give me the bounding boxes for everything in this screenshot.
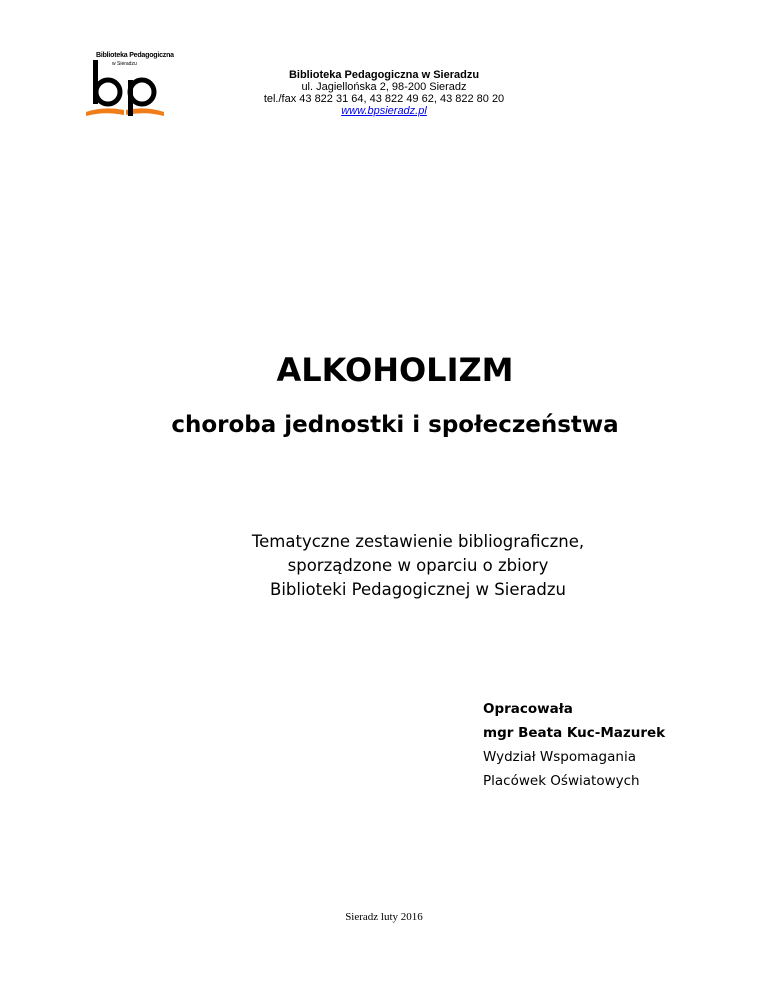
description-line-2: sporządzone w oparciu o zbiory [287,556,549,575]
document-title: ALKOHOLIZM [276,351,514,389]
document-subtitle: choroba jednostki i społeczeństwa [171,412,619,438]
document-description [0,530,768,602]
author-department-1: Wydział Wspomagania [483,749,636,765]
library-website-link[interactable]: www.bpsieradz.pl [341,105,427,117]
library-address: ul. Jagiellońska 2, 98-200 Sieradz [301,81,467,93]
library-phones: tel./fax 43 822 31 64, 43 822 49 62, 43 822 80 20 [263,93,505,105]
description-line-1: Tematyczne zestawienie bibliograficzne, [251,532,585,551]
place-date: Sieradz luty 2016 [345,911,423,923]
library-header [0,69,768,117]
description-line-3: Biblioteki Pedagogicznej w Sieradzu [270,580,566,599]
author-department-2: Placówek Oświatowych [483,773,640,789]
logo-library-name: Biblioteka Pedagogiczna [96,52,174,59]
author-name: mgr Beata Kuc-Mazurek [483,725,666,741]
library-name: Biblioteka Pedagogiczna w Sieradzu [288,69,480,81]
author-block [483,697,665,793]
author-label: Opracowała [483,701,573,717]
logo-library-city: w Sieradzu [112,61,137,67]
